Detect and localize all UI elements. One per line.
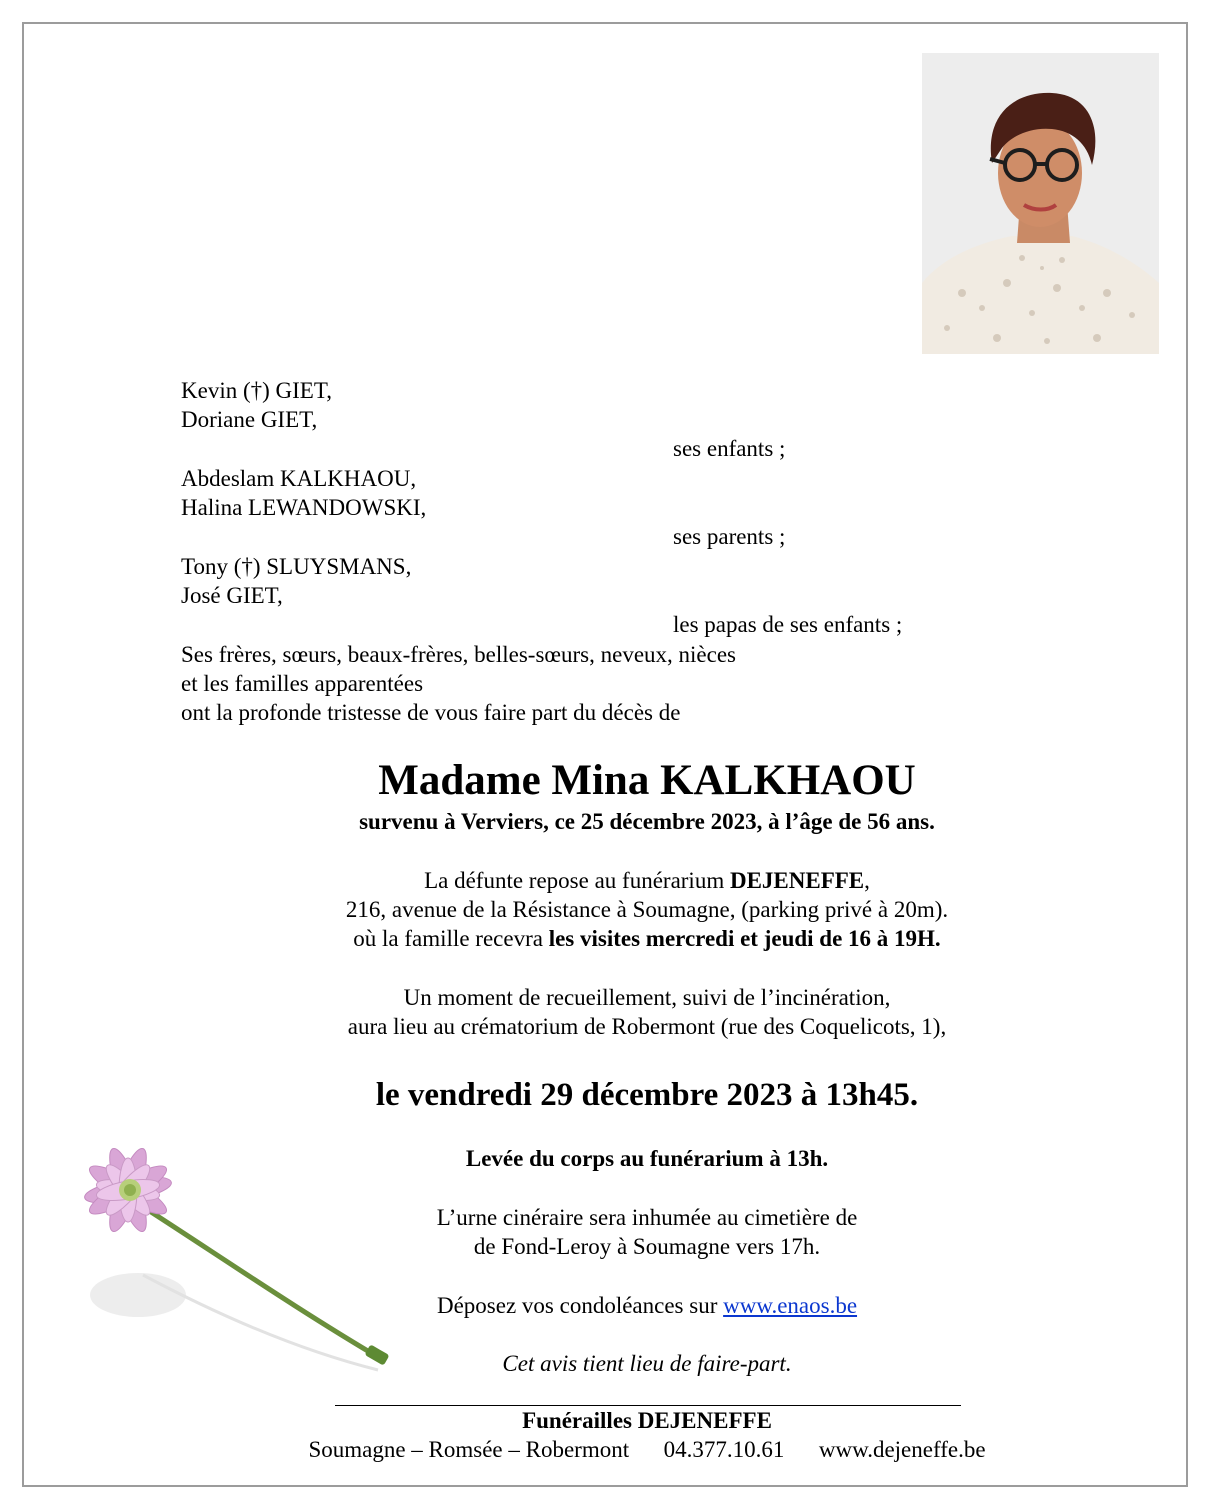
repose-line-3-text: où la famille recevra	[353, 926, 549, 951]
repose-line-1	[150, 867, 1144, 895]
family-father-2: José GIET,	[181, 583, 283, 608]
portrait-photo	[922, 53, 1159, 354]
family-parent-1: Abdeslam KALKHAOU,	[181, 466, 417, 491]
ceremony-date: le vendredi 29 décembre 2023 à 13h45.	[375, 1077, 919, 1113]
flower-decoration	[48, 1105, 408, 1395]
footer-phone: 04.377.10.61	[663, 1437, 785, 1462]
footer-divider	[335, 1405, 961, 1406]
repose-address: 216, avenue de la Résistance à Soumagne, (parking privé à 20m).	[345, 897, 949, 922]
notice-text: Cet avis tient lieu de faire-part.	[502, 1351, 792, 1376]
urn-line-2: de Fond-Leroy à Soumagne vers 17h.	[473, 1234, 821, 1259]
visiting-hours: les visites mercredi et jeudi de 16 à 19H.	[548, 926, 941, 951]
footer-website: www.dejeneffe.be	[818, 1437, 986, 1462]
deceased-name: Madame Mina KALKHAOU	[378, 757, 916, 804]
family-parent-2: Halina LEWANDOWSKI,	[181, 495, 427, 520]
repose-line-1-comma: ,	[864, 868, 870, 893]
children-label: ses enfants ;	[673, 436, 786, 461]
footer-locations: Soumagne – Romsée – Robermont	[308, 1437, 630, 1462]
death-details: survenu à Verviers, ce 25 décembre 2023, à l’âge de 56 ans.	[359, 809, 935, 834]
family-child-1: Kevin (†) GIET,	[181, 378, 332, 403]
urn-line-1: L’urne cinéraire sera inhumée au cimetière de	[436, 1205, 858, 1230]
footer-contact	[150, 1436, 1144, 1464]
parents-label: ses parents ;	[673, 524, 786, 549]
levee-du-corps: Levée du corps au funérarium à 13h.	[465, 1146, 829, 1171]
fathers-label: les papas de ses enfants ;	[673, 612, 903, 637]
family-child-2: Doriane GIET,	[181, 407, 318, 432]
family-others-2: et les familles apparentées	[181, 671, 424, 696]
family-others-3: ont la profonde tristesse de vous faire part du décès de	[181, 700, 681, 725]
condolences-text: Déposez vos condoléances sur	[436, 1293, 724, 1318]
ceremony-line-1: Un moment de recueillement, suivi de l’incinération,	[403, 985, 891, 1010]
repose-line-1-text: La défunte repose au funérarium	[424, 868, 730, 893]
repose-line-3	[150, 925, 1144, 953]
condolences-link[interactable]: www.enaos.be	[723, 1293, 858, 1318]
family-others-1: Ses frères, sœurs, beaux-frères, belles-sœurs, neveux, nièces	[181, 642, 736, 667]
funeral-home-name: DEJENEFFE	[729, 868, 865, 893]
family-father-1: Tony (†) SLUYSMANS,	[181, 554, 412, 579]
footer-company: Funérailles DEJENEFFE	[522, 1408, 772, 1433]
ceremony-line-2: aura lieu au crématorium de Robermont (rue des Coquelicots, 1),	[347, 1014, 947, 1039]
